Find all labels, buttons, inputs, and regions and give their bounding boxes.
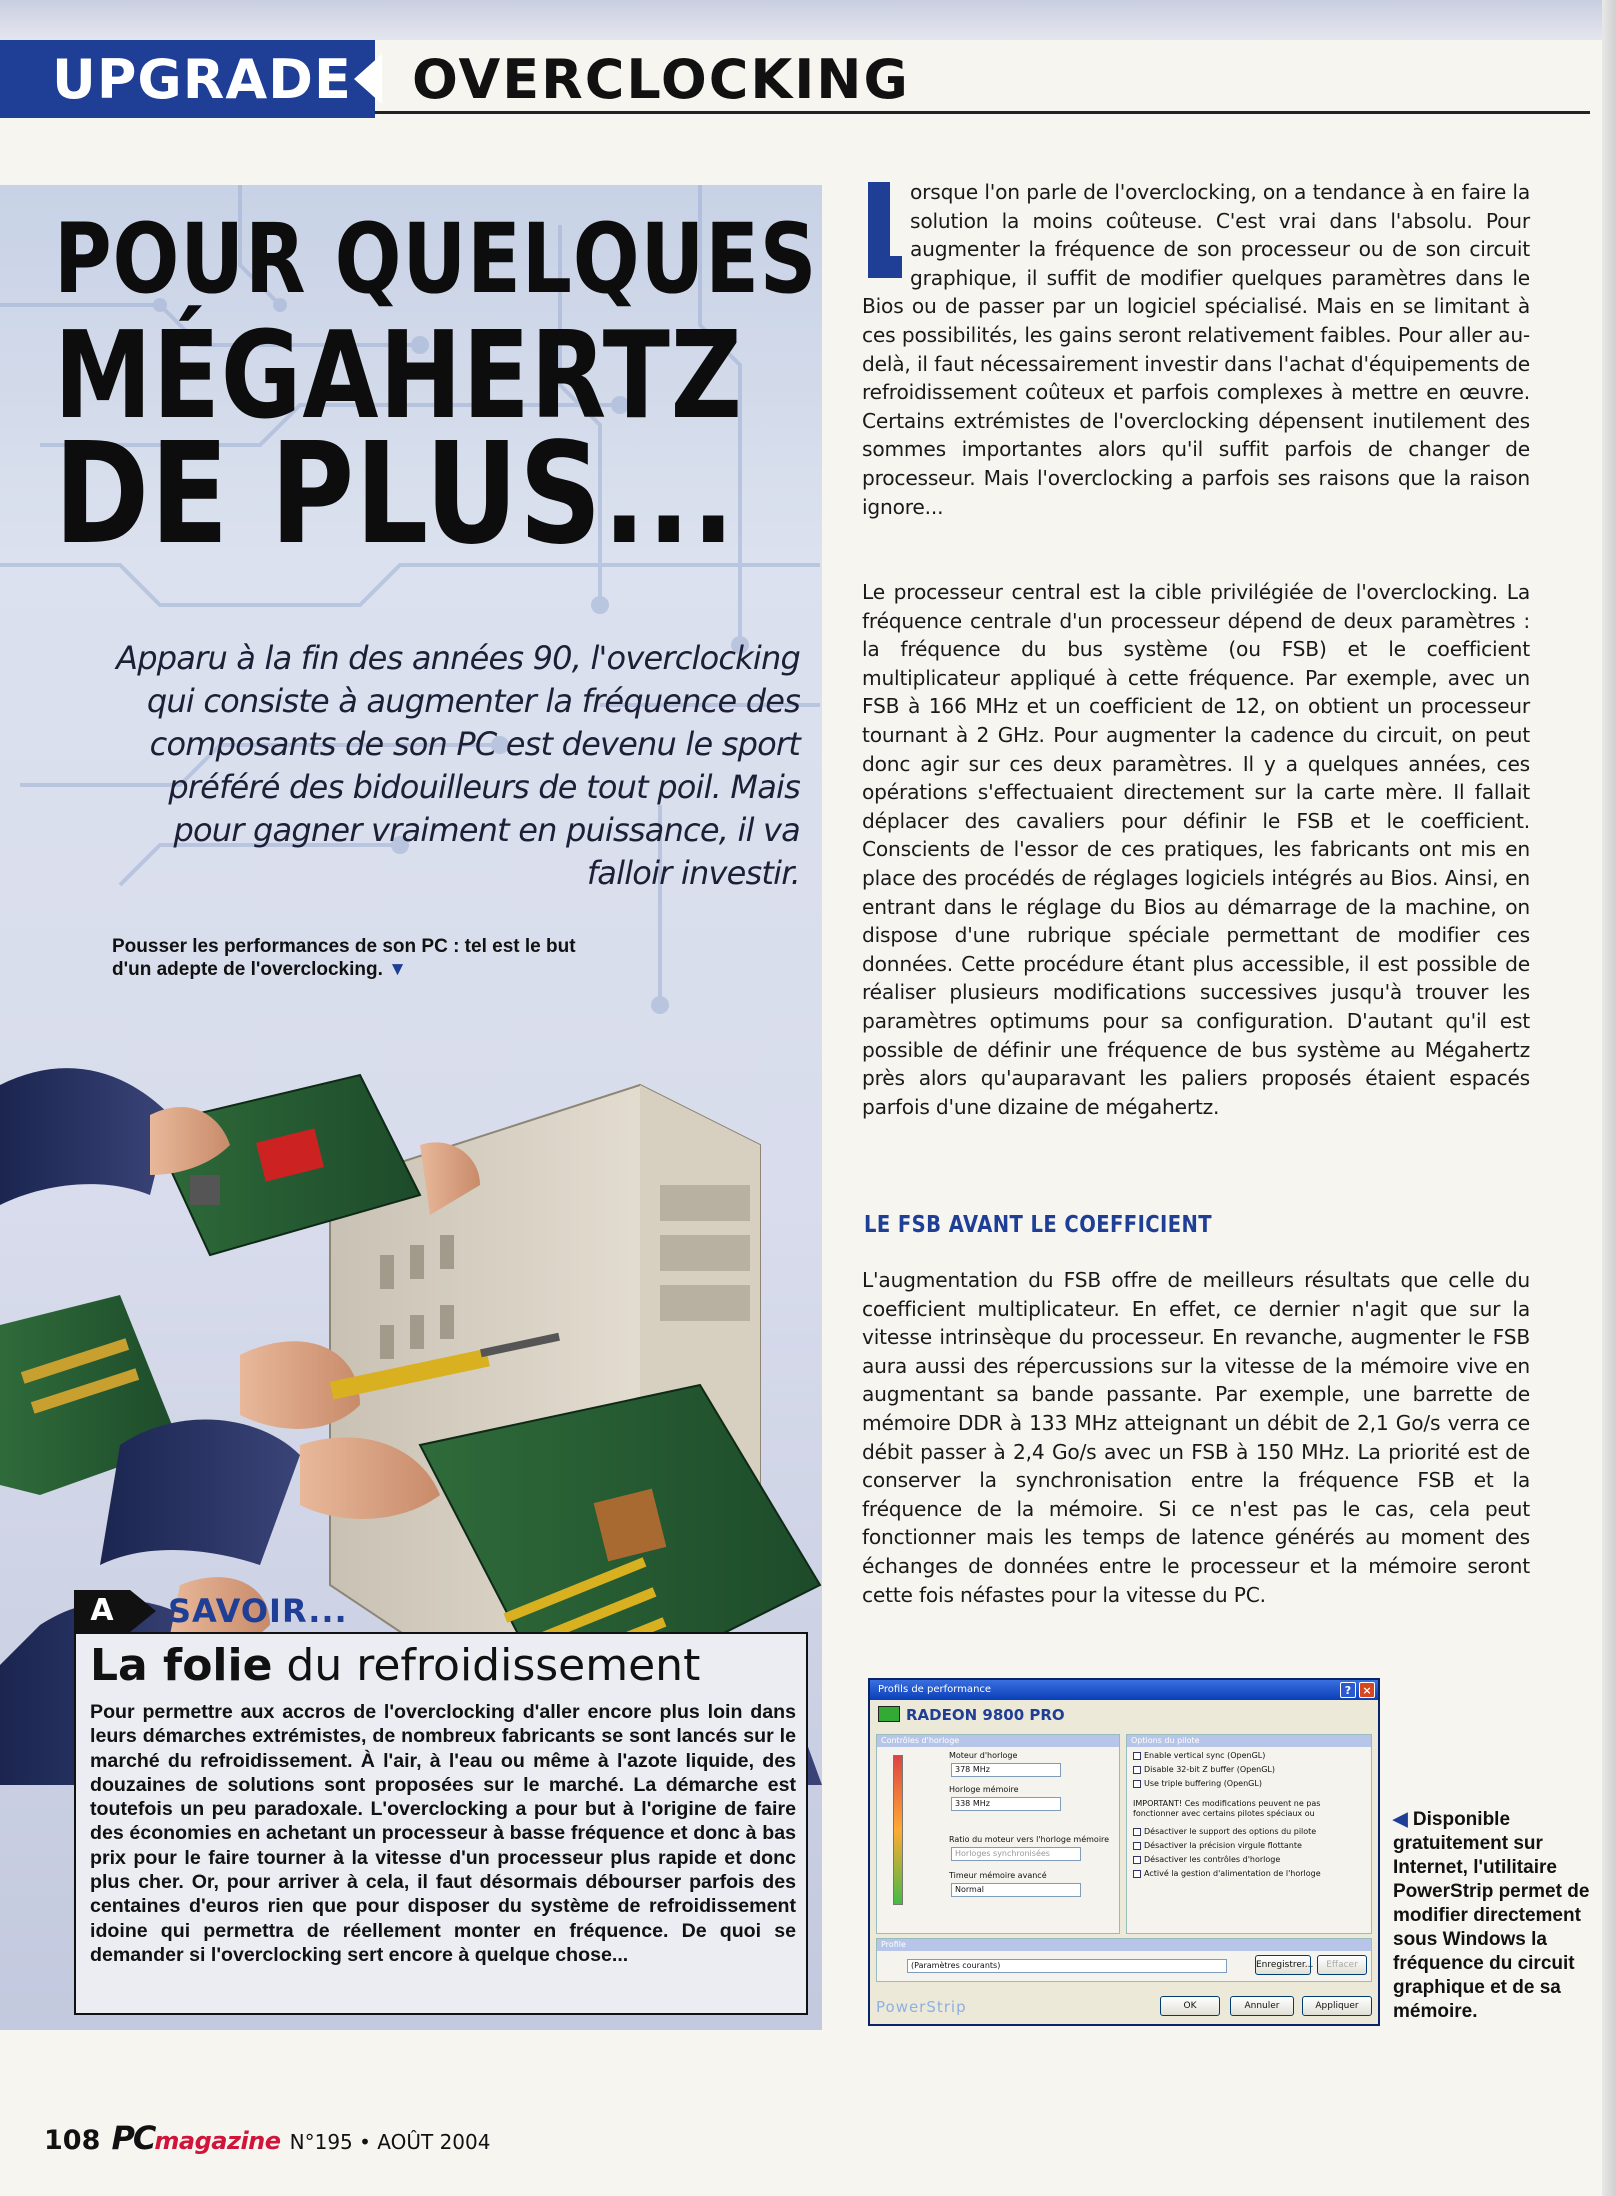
sidebar-tag: A (74, 1590, 130, 1632)
header-rule (375, 111, 1590, 114)
timer-select[interactable]: Normal (951, 1883, 1081, 1897)
page-footer (44, 2119, 490, 2159)
header-arrow-icon (354, 54, 382, 104)
paragraph-1-text: orsque l'on parle de l'overclocking, on a tendance à en faire la solution la moins coûteuse. C'est vrai dans l'absolu. Pour augmenter la fréquence de son processeur ou de son circuit graphique, il suffit de modifier quelques paramètres dans le Bios ou de passer par un logiciel spécialisé. Mais en se limitant à ces possibilités, les gains seront relativement faibles. Pour aller au-delà, il faut nécessairement investir dans l'achat d'équipements de refroidissement coûteux et parfois complexes à mettre en œuvre. Certains extrémistes de l'overclocking dépensent inutilement des sommes importantes alors qu'il suffit parfois de changer de processeur. Mais l'overclocking a parfois ses raisons que la raison ignore... (862, 180, 1530, 519)
close-button[interactable]: × (1359, 1682, 1375, 1698)
option-disable-float[interactable]: Désactiver la précision virgule flottante (1133, 1841, 1302, 1850)
option-power-management[interactable]: Activé la gestion d'alimentation de l'horloge (1133, 1869, 1321, 1878)
topic-label: OVERCLOCKING (412, 48, 910, 111)
dropcap (862, 182, 896, 282)
section-label: UPGRADE (0, 40, 375, 118)
headline-line-2: MÉGAHERTZ (54, 307, 743, 446)
powerstrip-brand: PowerStrip (876, 1998, 967, 2016)
screenshot-caption-text: Disponible gratuitement sur Internet, l'utilitaire PowerStrip permet de modifier directement sous Windows la fréquence du circuit graphique et de sa mémoire. (1393, 1809, 1590, 2022)
timer-label: Timeur mémoire avancé (949, 1871, 1047, 1880)
cancel-button[interactable]: Annuler (1230, 1996, 1294, 2016)
driver-options-header: Options du pilote (1127, 1735, 1371, 1747)
erase-profile-button[interactable]: Effacer (1317, 1955, 1367, 1975)
warning-text: IMPORTANT! Ces modifications peuvent ne pas fonctionner avec certains pilotes spéciaux ou (1133, 1799, 1321, 1818)
help-button[interactable]: ? (1340, 1682, 1356, 1698)
sidebar-a-savoir (74, 1590, 808, 2015)
engine-clock-label: Moteur d'horloge (949, 1751, 1018, 1760)
card-name: RADEON 9800 PRO (906, 1706, 1065, 1724)
window-titlebar (870, 1680, 1378, 1700)
ratio-label: Ratio du moteur vers l'horloge mémoire (949, 1835, 1110, 1844)
option-disable-clock[interactable]: Désactiver les contrôles d'horloge (1133, 1855, 1280, 1864)
ok-button[interactable]: OK (1160, 1996, 1220, 2016)
logo-pc: PC (111, 2119, 155, 2157)
photo-caption (112, 935, 592, 981)
profile-select[interactable]: (Paramètres courants) (907, 1959, 1227, 1973)
window-title: Profils de performance (878, 1684, 992, 1695)
clock-slider[interactable] (893, 1755, 903, 1905)
profile-header: Profile (877, 1939, 1371, 1951)
screenshot-caption (1393, 1808, 1603, 2024)
sidebar-text: Pour permettre aux accros de l'overclocking d'aller encore plus loin dans leurs démarches extrémistes, de nombreux fabricants se sont lancés sur le marché du refroidissement. À l'air, à l'eau ou même à l'azote liquide, des douzaines de solutions sont proposées sur le marché. La démarche est toutefois un peu paradoxale. L'overclocking a pour but à l'origine de faire des économies en achetant un processeur à basse fréquence et donc à bas prix pour le faire tourner à la vitesse d'un processeur plus rapide et donc plus cher. Or, pour arriver à cela, il faut désormais débourser parfois des centaines d'euros rien que pour disposer du système de refroidissement idoine qui permettra de réellement monter en fréquence. De quoi se demander si l'overclocking sert encore à quelque chose... (90, 1701, 796, 1966)
headline-line-1: POUR QUELQUES (54, 203, 818, 315)
sidebar-box (74, 1632, 808, 2015)
page-fold (1602, 0, 1616, 2196)
driver-options-group (1126, 1734, 1372, 1934)
option-zbuffer[interactable]: Disable 32-bit Z buffer (OpenGL) (1133, 1765, 1275, 1774)
article-paragraph-3: L'augmentation du FSB offre de meilleurs résultats que celle du coefficient multiplicateur. En effet, ce dernier n'agit que sur la vitesse intrinsèque du processeur. En revanche, augmenter le FSB aura aussi des répercussions sur la vitesse de la mémoire vive en augmentant sa bande passante. Par exemple, une barrette de mémoire DDR à 133 MHz atteignant un débit de 2,1 Go/s verra ce débit passer à 2,4 Go/s avec un FSB à 150 MHz. La priorité est de conserver la synchronisation entre la fréquence FSB et la fréquence de la mémoire. Si ce n'est pas le cas, cela peut fonctionner mais les temps de latence générés au moment des échanges de données entre le processeur et la mémoire seront cette fois néfastes pour la vitesse du PC. (862, 1268, 1530, 1607)
sidebar-title (90, 1638, 700, 1694)
graphics-card-icon (878, 1706, 900, 1722)
engine-clock-field[interactable]: 378 MHz (951, 1763, 1061, 1777)
article-paragraph-1 (862, 178, 1530, 521)
option-vsync[interactable]: Enable vertical sync (OpenGL) (1133, 1751, 1265, 1760)
top-band (0, 0, 1616, 40)
article-paragraph-2: Le processeur central est la cible privilégiée de l'overclocking. La fréquence centrale d'un processeur dépend de deux paramètres : la fréquence du bus système (ou FSB) et le coefficient multiplicateur appliqué à cette fréquence. Par exemple, avec un FSB à 166 MHz et un coefficient de 12, on obtient un processeur tournant à 2 GHz. Pour augmenter la cadence du circuit, on peut donc agir sur ces deux paramètres. Il y a quelques années, ces opérations s'effectuaient directement sur la carte mère. Il fallait déplacer des cavaliers pour définir le FSB et le coefficient. Conscients de l'essor de ces pratiques, les fabricants ont mis en place des procédés de réglages logiciels intégrés au Bios. Ainsi, en entrant dans le réglage du Bios au démarrage de la machine, on dispose d'une rubrique spéciale permettant de modifier ces données. Cette procédure étant plus accessible, il est possible de réaliser plusieurs modifications successives jusqu'à trouver les paramètres optimums pour sa configuration. D'autant qu'il est possible de définir une fréquence de bus système au Mégahertz près alors qu'auparavant les paliers proposés étaient espacés parfois d'une dizaine de mégahertz. (862, 580, 1530, 1119)
option-triple-buffer[interactable]: Use triple buffering (OpenGL) (1133, 1779, 1262, 1788)
save-profile-button[interactable]: Enregistrer... (1255, 1955, 1311, 1975)
article-subhead: LE FSB AVANT LE COEFFICIENT (864, 1212, 1213, 1238)
memory-clock-field[interactable]: 338 MHz (951, 1797, 1061, 1811)
caption-left-arrow-icon: ◀ (1393, 1809, 1408, 1830)
dropcap-foot (868, 256, 902, 278)
issue-info: N°195 • AOÛT 2004 (289, 2130, 491, 2154)
page-number: 108 (44, 2125, 101, 2156)
sidebar-tag-arrow-icon (130, 1590, 156, 1632)
clock-controls-header: Contrôles d'horloge (877, 1735, 1119, 1747)
option-disable-driver[interactable]: Désactiver le support des options du pilote (1133, 1827, 1316, 1836)
article-headline (54, 200, 818, 576)
sidebar-label: SAVOIR... (168, 1592, 348, 1630)
hero-panel (0, 185, 822, 2030)
article-lede: Apparu à la fin des années 90, l'overclocking qui consiste à augmenter la fréquence des composants de son PC est devenu le sport préféré des bidouilleurs de tout poil. Mais pour gagner vraiment en puissance, il va falloir investir. (116, 639, 800, 892)
photo-caption-text: Pousser les performances de son PC : tel est le but d'un adepte de l'overclocking. (112, 936, 576, 980)
ratio-select[interactable]: Horloges synchronisées (951, 1847, 1081, 1861)
sidebar-title-bold: La folie (90, 1640, 273, 1691)
sidebar-title-rest: du refroidissement (272, 1640, 701, 1691)
profile-group (876, 1938, 1372, 1982)
page-header (0, 40, 1616, 118)
caption-down-arrow-icon: ▼ (388, 959, 407, 980)
logo-magazine: magazine (154, 2127, 281, 2155)
memory-clock-label: Horloge mémoire (949, 1785, 1019, 1794)
headline-line-3: DE PLUS... (54, 413, 736, 576)
clock-controls-group (876, 1734, 1120, 1934)
powerstrip-screenshot (868, 1678, 1380, 2026)
apply-button[interactable]: Appliquer (1302, 1996, 1372, 2016)
